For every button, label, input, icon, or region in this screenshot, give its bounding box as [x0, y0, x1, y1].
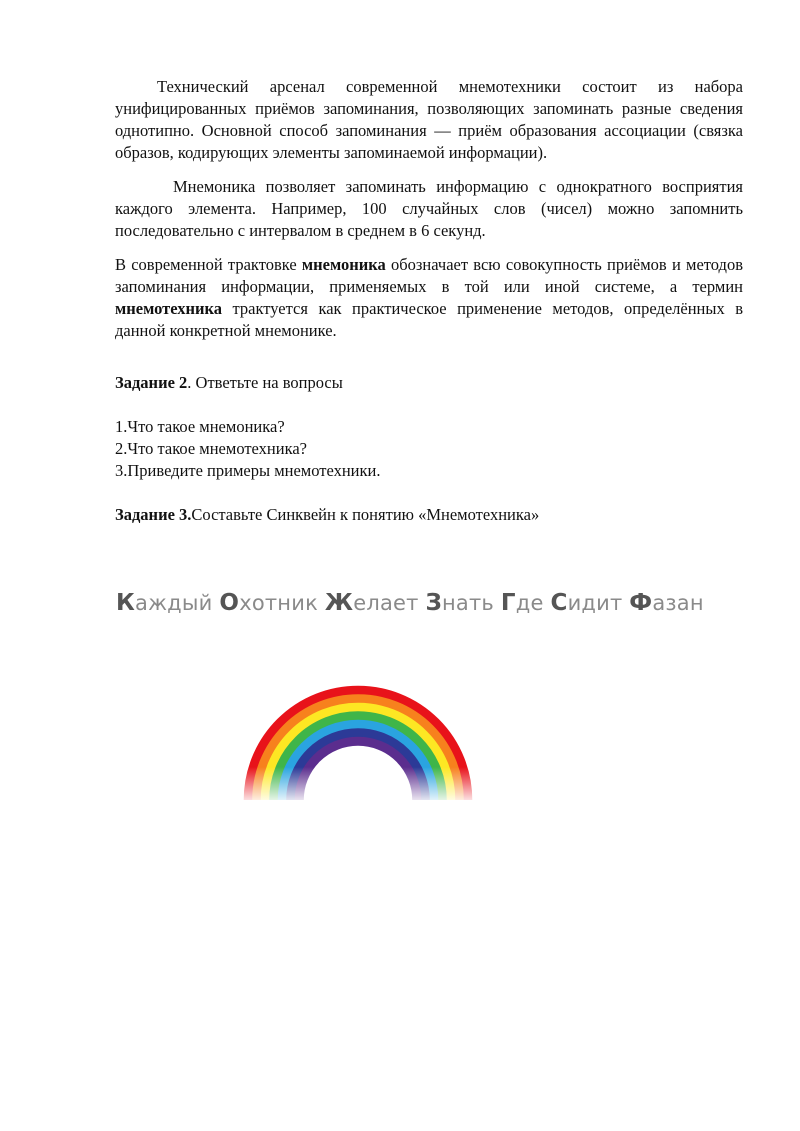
task2-label: Задание 2: [115, 373, 188, 392]
rainbow-mnemonic-phrase: [116, 590, 704, 616]
question-item: 1.Что такое мнемоника?: [115, 417, 285, 436]
term-mnemonika: мнемоника: [301, 255, 386, 274]
mnemonic-cap: С: [550, 590, 568, 616]
mnemonic-word: Желает: [324, 590, 426, 616]
paragraph-arsenal: Технический арсенал современной мнемотехники состоит из набора унифицированных приёмов запоминания, позволяющих запоминать разные сведения однотипно. Основной способ запоминания — приём образования ассоциации (связка образов, кодирующих элементы запоминаемой информации).: [115, 77, 743, 162]
question-item: 3.Приведите примеры мнемотехники.: [115, 461, 381, 480]
rainbow-image: [240, 655, 480, 805]
mnemonic-word: Знать: [425, 590, 501, 616]
mnemonic-word: Фазан: [629, 590, 704, 616]
mnemonic-cap: Г: [500, 590, 516, 616]
mnemonic-cap: Ф: [629, 590, 653, 616]
task3-heading: [115, 504, 743, 526]
question-list: [115, 416, 743, 482]
task2-heading: [115, 372, 743, 394]
rainbow-fade: [240, 767, 480, 805]
mnemonic-cap: К: [116, 590, 135, 616]
question-item: 2.Что такое мнемотехника?: [115, 439, 307, 458]
document-page: [115, 76, 743, 526]
mnemonic-word: Охотник: [219, 590, 325, 616]
definition-text: трактуется как практическое применение методов, определённых в данной конкретной мнемонике.: [115, 299, 743, 340]
mnemonic-cap: З: [425, 590, 442, 616]
definition-text: В современной трактовке: [115, 255, 302, 274]
task3-label: Задание 3.: [115, 505, 192, 524]
mnemonic-cap: Ж: [324, 590, 354, 616]
paragraph-definition: [115, 254, 743, 342]
paragraph-mnemonics-ability: Мнемоника позволяет запоминать информацию с однократного восприятия каждого элемента. Например, 100 случайных слов (чисел) можно запомнить последовательно с интервалом в среднем в 6 секунд.: [115, 177, 743, 240]
mnemonic-word: Сидит: [550, 590, 630, 616]
task2-text: . Ответьте на вопросы: [187, 373, 343, 392]
mnemonic-word: Где: [500, 590, 551, 616]
term-mnemotekhnika: мнемотехника: [115, 299, 222, 318]
mnemonic-word: Каждый: [116, 590, 220, 616]
mnemonic-cap: О: [219, 590, 240, 616]
task3-text: Составьте Синквейн к понятию «Мнемотехника»: [191, 505, 540, 524]
definition-text: обозначает всю совокупность приёмов и методов запоминания информации, применяемых в той или иной системе, а термин: [115, 255, 743, 296]
